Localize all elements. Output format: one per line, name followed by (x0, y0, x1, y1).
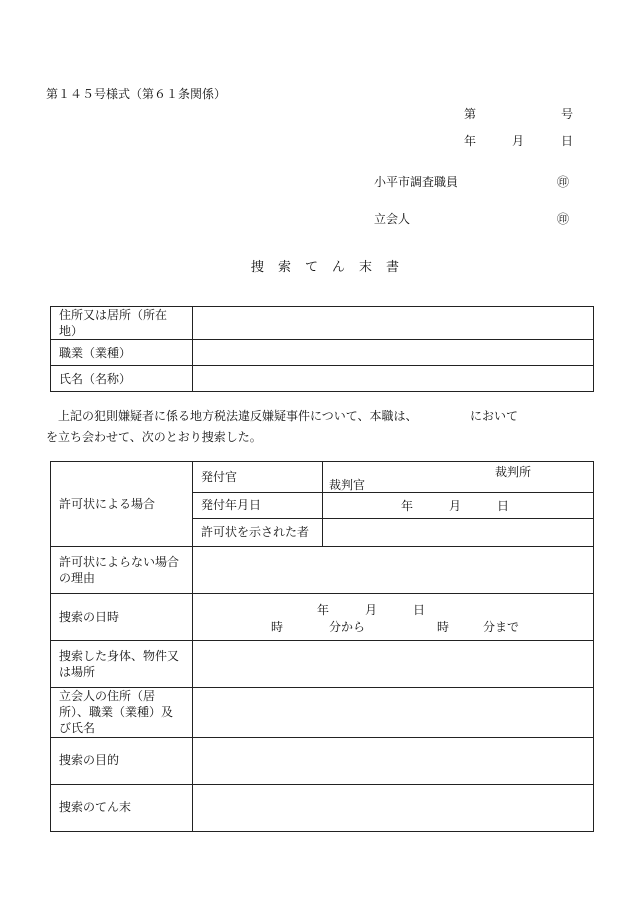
table-row (51, 594, 594, 641)
purpose-label: 捜索の目的 (51, 737, 193, 784)
search-details-table (50, 461, 594, 832)
shown-to-label: 許可状を示された者 (193, 519, 323, 547)
warrant-label: 許可状による場合 (51, 462, 193, 547)
issuer-label: 発付官 (193, 462, 323, 493)
issue-year: 年 (401, 499, 414, 513)
shown-to-field[interactable] (323, 519, 594, 547)
place-field[interactable] (193, 641, 594, 688)
table-row (51, 307, 594, 340)
table-row (51, 784, 594, 831)
investigator-label: 小平市調査職員 (374, 175, 459, 189)
datetime-label: 捜索の日時 (51, 594, 193, 641)
dt-day: 日 (413, 603, 426, 617)
issue-month: 月 (449, 499, 462, 513)
purpose-field[interactable] (193, 737, 594, 784)
occupation-field[interactable] (193, 340, 594, 366)
issuer-field[interactable] (323, 462, 594, 493)
date-day: 日 (561, 134, 574, 148)
doc-number-prefix: 第 (464, 107, 477, 121)
occupation-label: 職業（業種） (51, 340, 193, 366)
date-month: 月 (512, 134, 525, 148)
body-text-line2: を立ち会わせて、次のとおり捜索した。 (46, 430, 262, 444)
issue-date-label: 発付年月日 (193, 493, 323, 519)
dt-month: 月 (365, 603, 378, 617)
name-label: 氏名（名称） (51, 366, 193, 392)
witness-seal: ㊞ (557, 212, 570, 226)
witness-label: 立会人 (374, 212, 411, 226)
address-label: 住所又は居所（所在地） (51, 307, 193, 340)
table-row (51, 547, 594, 594)
dt-hour-to: 時 (437, 620, 450, 634)
document-title: 捜索てん末書 (251, 260, 414, 275)
no-warrant-label: 許可状によらない場合の理由 (51, 547, 193, 594)
table-row (51, 340, 594, 366)
witness-info-field[interactable] (193, 688, 594, 738)
address-field[interactable] (193, 307, 594, 340)
doc-number-suffix: 号 (561, 107, 574, 121)
judge-suffix: 裁判官 (329, 478, 366, 492)
body-text-line1-tail: において (470, 409, 519, 423)
name-field[interactable] (193, 366, 594, 392)
subject-table (50, 306, 594, 392)
table-row (51, 688, 594, 738)
outcome-label: 捜索のてん末 (51, 784, 193, 831)
court-suffix: 裁判所 (495, 465, 532, 479)
place-label: 捜索した身体、物件又は場所 (51, 641, 193, 688)
issue-day: 日 (497, 499, 510, 513)
form-number: 第１４５号様式（第６１条関係） (46, 87, 227, 101)
table-row (51, 366, 594, 392)
no-warrant-field[interactable] (193, 547, 594, 594)
dt-year: 年 (317, 603, 330, 617)
datetime-field[interactable] (193, 594, 594, 641)
issue-date-field[interactable] (323, 493, 594, 519)
dt-hour-from: 時 (271, 620, 284, 634)
dt-min-from: 分から (329, 620, 366, 634)
table-row (51, 737, 594, 784)
table-row (51, 641, 594, 688)
outcome-field[interactable] (193, 784, 594, 831)
body-text-line1: 上記の犯則嫌疑者に係る地方税法違反嫌疑事件について、本職は、 (58, 409, 418, 423)
dt-min-to: 分まで (483, 620, 520, 634)
date-year: 年 (464, 134, 477, 148)
witness-info-label: 立会人の住所（居所）、職業（業種）及び氏名 (51, 688, 193, 738)
table-row (51, 462, 594, 493)
investigator-seal: ㊞ (557, 175, 570, 189)
